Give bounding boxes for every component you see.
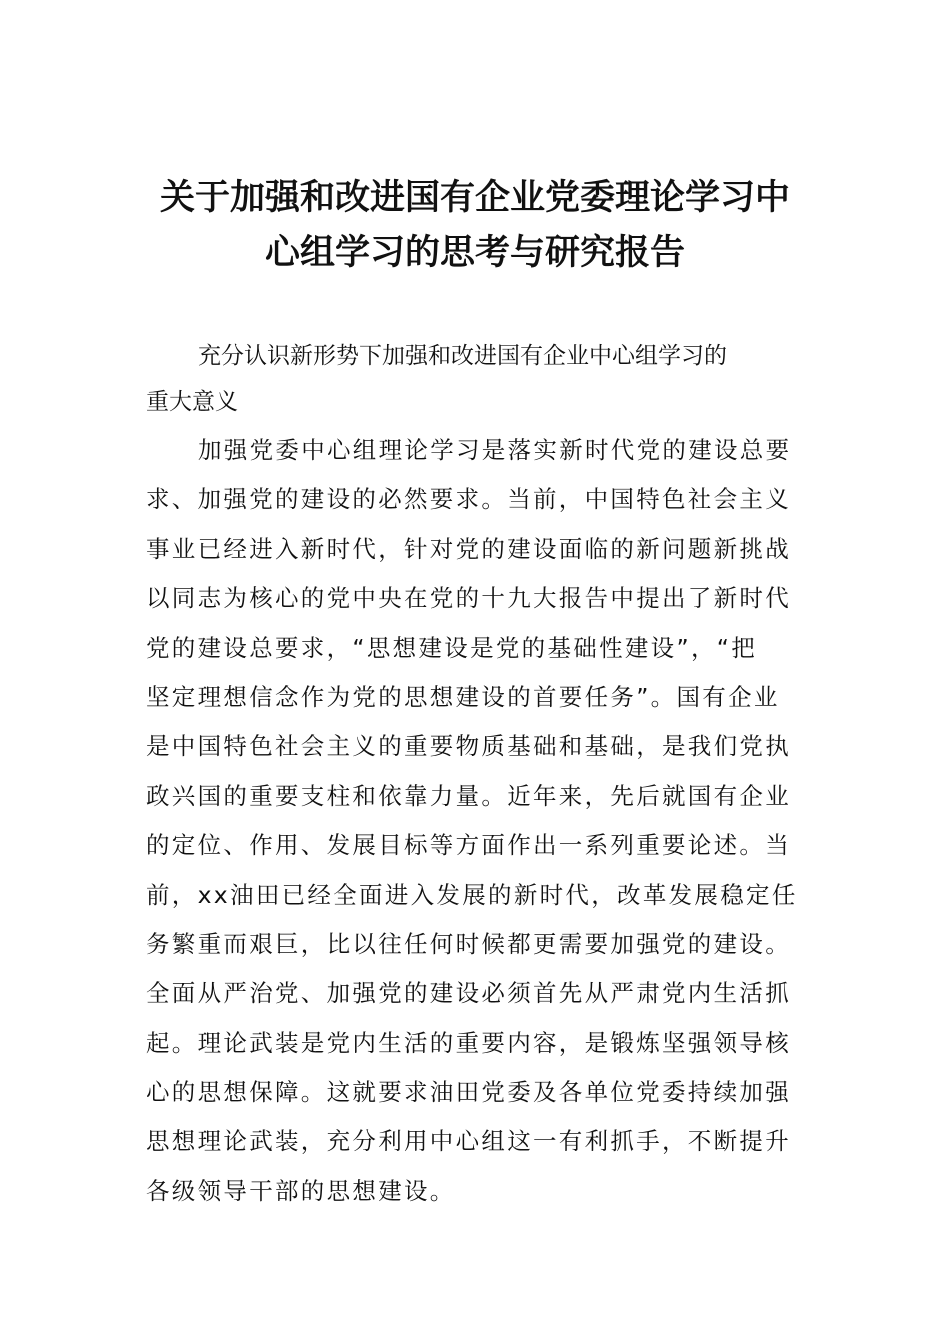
section-heading-line: 充分认识新形势下加强和改进国有企业中心组学习的 xyxy=(198,343,727,369)
paragraph-line: 的定位、作用、发展目标等方面作出一系列重要论述。当 xyxy=(146,831,791,860)
section-heading xyxy=(146,333,806,425)
paragraph-line: 政兴国的重要支柱和依靠力量。近年来，先后就国有企业 xyxy=(146,781,791,810)
paragraph-line: 各级领导干部的思想建设。 xyxy=(146,1176,456,1205)
body-paragraph xyxy=(146,426,816,1216)
document-title xyxy=(120,170,830,280)
paragraph-line: 坚定理想信念作为党的思想建设的首要任务”。国有企业 xyxy=(146,682,780,711)
title-line: 心组学习的思考与研究报告 xyxy=(264,232,685,273)
paragraph-line: 思想理论武装，充分利用中心组这一有利抓手，不断提升 xyxy=(146,1127,791,1156)
section-heading-line: 重大意义 xyxy=(146,389,238,415)
paragraph-line: 求、加强党的建设的必然要求。当前，中国特色社会主义 xyxy=(146,485,791,514)
paragraph-line: 务繁重而艰巨，比以往任何时候都更需要加强党的建设。 xyxy=(146,929,791,958)
paragraph-line: 加强党委中心组理论学习是落实新时代党的建设总要 xyxy=(198,436,792,464)
title-line: 关于加强和改进国有企业党委理论学习中 xyxy=(159,177,790,218)
paragraph-line: 是中国特色社会主义的重要物质基础和基础，是我们党执 xyxy=(146,732,791,761)
paragraph-line: 前，xx油田已经全面进入发展的新时代，改革发展稳定任 xyxy=(146,880,798,909)
paragraph-line: 起。理论武装是党内生活的重要内容，是锻炼坚强领导核 xyxy=(146,1028,791,1057)
paragraph-line: 事业已经进入新时代，针对党的建设面临的新问题新挑战 xyxy=(146,534,791,563)
paragraph-line: 心的思想保障。这就要求油田党委及各单位党委持续加强 xyxy=(146,1078,791,1107)
paragraph-line: 党的建设总要求，“思想建设是党的基础性建设”，“把 xyxy=(146,633,758,662)
paragraph-line: 以同志为核心的党中央在党的十九大报告中提出了新时代 xyxy=(146,584,791,613)
paragraph-line: 全面从严治党、加强党的建设必须首先从严肃党内生活抓 xyxy=(146,979,791,1008)
